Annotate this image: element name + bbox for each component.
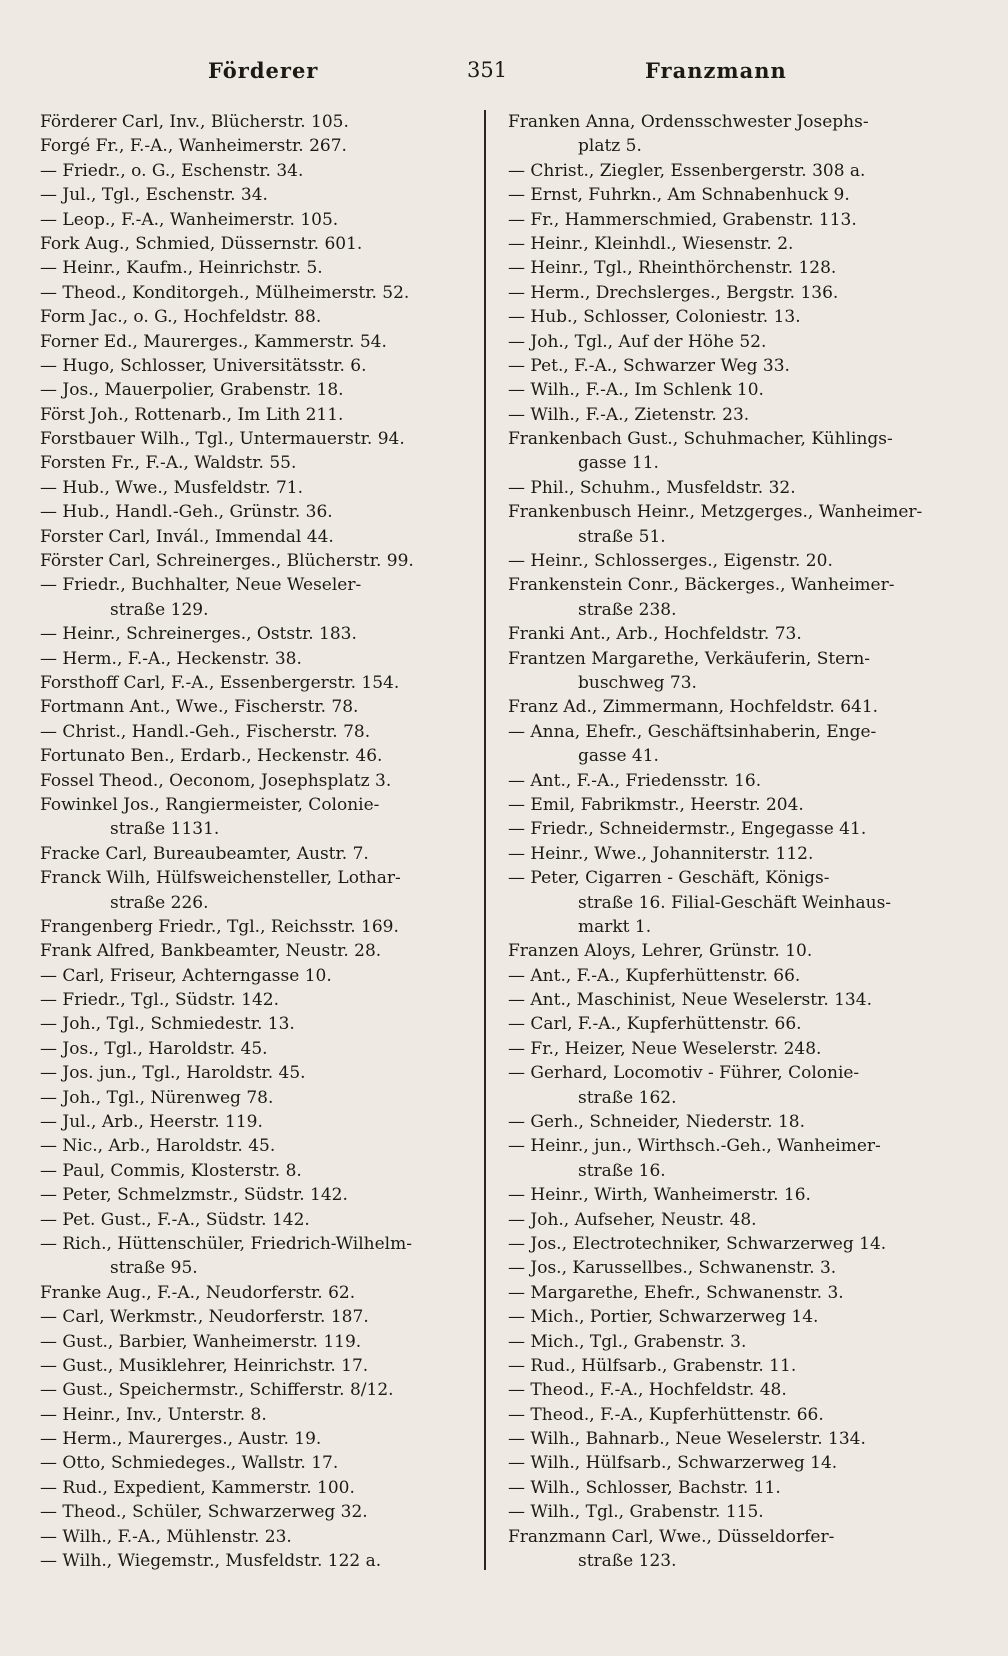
directory-entry: — Ant., F.-A., Kupferhüttenstr. 66.: [508, 965, 801, 986]
directory-entry: — Friedr., Schneidermstr., Engegasse 41.: [508, 819, 867, 840]
directory-entry: straße 51.: [578, 526, 666, 547]
directory-entry: — Rich., Hüttenschüler, Friedrich-Wilhelm-: [40, 1233, 412, 1254]
directory-entry: Frankenbach Gust., Schuhmacher, Kühlings-: [508, 429, 893, 450]
directory-entry: — Jos., Electrotechniker, Schwarzerweg 14.: [508, 1233, 887, 1254]
directory-entry: — Heinr., Kleinhdl., Wiesenstr. 2.: [508, 233, 794, 254]
directory-entry: straße 129.: [110, 599, 209, 620]
directory-entry: — Paul, Commis, Klosterstr. 8.: [40, 1160, 302, 1181]
directory-entry: — Heinr., Schlosserges., Eigenstr. 20.: [508, 551, 833, 572]
directory-entry: — Leop., F.-A., Wanheimerstr. 105.: [40, 209, 339, 230]
directory-entry: — Gust., Barbier, Wanheimerstr. 119.: [40, 1331, 362, 1352]
directory-entry: Forsten Fr., F.-A., Waldstr. 55.: [40, 453, 297, 474]
directory-entry: — Heinr., Tgl., Rheinthörchenstr. 128.: [508, 258, 837, 279]
directory-entry: — Joh., Tgl., Schmiedestr. 13.: [40, 1014, 295, 1035]
directory-entry: — Jos. jun., Tgl., Haroldstr. 45.: [40, 1063, 306, 1084]
directory-entry: — Nic., Arb., Haroldstr. 45.: [40, 1136, 276, 1157]
directory-entry: Franzmann Carl, Wwe., Düsseldorfer-: [508, 1526, 835, 1547]
directory-entry: Forster Carl, Invál., Immendal 44.: [40, 526, 334, 547]
directory-entry: — Christ., Ziegler, Essenbergerstr. 308 a.: [508, 160, 866, 181]
directory-entry: — Gust., Musiklehrer, Heinrichstr. 17.: [40, 1355, 369, 1376]
directory-entry: — Carl, Werkmstr., Neudorferstr. 187.: [40, 1307, 369, 1328]
directory-entry: — Hub., Handl.-Geh., Grünstr. 36.: [40, 502, 333, 523]
directory-entry: Fortunato Ben., Erdarb., Heckenstr. 46.: [40, 746, 383, 767]
directory-entry: — Mich., Portier, Schwarzerweg 14.: [508, 1307, 819, 1328]
directory-entry: Franzen Aloys, Lehrer, Grünstr. 10.: [508, 941, 813, 962]
directory-entry: — Emil, Fabrikmstr., Heerstr. 204.: [508, 794, 804, 815]
directory-entry: — Herm., F.-A., Heckenstr. 38.: [40, 648, 302, 669]
directory-entry: — Jos., Tgl., Haroldstr. 45.: [40, 1038, 268, 1059]
directory-entry: straße 238.: [578, 599, 677, 620]
right-column: [508, 110, 940, 1573]
directory-entry: — Joh., Tgl., Auf der Höhe 52.: [508, 331, 767, 352]
page-header: [40, 58, 785, 92]
left-column: [40, 110, 480, 1573]
directory-entry: — Rud., Hülfsarb., Grabenstr. 11.: [508, 1355, 797, 1376]
directory-entry: — Ant., F.-A., Friedensstr. 16.: [508, 770, 762, 791]
directory-entry: — Heinr., Wwe., Johanniterstr. 112.: [508, 843, 814, 864]
directory-entry: Franz Ad., Zimmermann, Hochfeldstr. 641.: [508, 697, 879, 718]
directory-entry: — Joh., Tgl., Nürenweg 78.: [40, 1087, 274, 1108]
directory-entry: — Jos., Karussellbes., Schwanenstr. 3.: [508, 1258, 837, 1279]
directory-entry: Franken Anna, Ordensschwester Josephs-: [508, 112, 869, 132]
directory-entry: — Herm., Maurerges., Austr. 19.: [40, 1429, 322, 1450]
directory-entry: Frank Alfred, Bankbeamter, Neustr. 28.: [40, 941, 382, 962]
directory-entry: — Jul., Arb., Heerstr. 119.: [40, 1112, 263, 1133]
directory-entry: gasse 41.: [578, 746, 659, 767]
page-number: 351: [467, 58, 508, 82]
directory-entry: buschweg 73.: [578, 672, 697, 693]
directory-entry: — Pet., F.-A., Schwarzer Weg 33.: [508, 355, 790, 376]
directory-entry: Fortmann Ant., Wwe., Fischerstr. 78.: [40, 697, 359, 718]
directory-entry: — Gerhard, Locomotiv - Führer, Colonie-: [508, 1063, 860, 1084]
directory-entry: — Wilh., Hülfsarb., Schwarzerweg 14.: [508, 1453, 838, 1474]
directory-entry: Först Joh., Rottenarb., Im Lith 211.: [40, 404, 344, 425]
directory-entry: Frangenberg Friedr., Tgl., Reichsstr. 169.: [40, 916, 399, 937]
directory-entry: — Fr., Hammerschmied, Grabenstr. 113.: [508, 209, 857, 230]
directory-entry: straße 123.: [578, 1551, 677, 1572]
directory-entry: — Rud., Expedient, Kammerstr. 100.: [40, 1477, 355, 1498]
directory-entry: straße 1131.: [110, 819, 220, 840]
directory-entry: — Heinr., Kaufm., Heinrichstr. 5.: [40, 258, 323, 279]
directory-entry: Franck Wilh, Hülfsweichensteller, Lothar-: [40, 868, 401, 889]
directory-entry: — Theod., F.-A., Hochfeldstr. 48.: [508, 1380, 787, 1401]
directory-entry: — Ant., Maschinist, Neue Weselerstr. 134.: [508, 990, 872, 1011]
directory-entry: — Friedr., o. G., Eschenstr. 34.: [40, 160, 304, 181]
directory-entry: — Wilh., F.-A., Mühlenstr. 23.: [40, 1526, 292, 1547]
directory-entry: — Wilh., Schlosser, Bachstr. 11.: [508, 1477, 781, 1498]
directory-entry: — Heinr., Wirth, Wanheimerstr. 16.: [508, 1185, 811, 1206]
directory-entry: — Fr., Heizer, Neue Weselerstr. 248.: [508, 1038, 822, 1059]
directory-entry: — Wilh., Tgl., Grabenstr. 115.: [508, 1502, 764, 1523]
directory-entry: — Margarethe, Ehefr., Schwanenstr. 3.: [508, 1282, 844, 1303]
directory-entry: — Joh., Aufseher, Neustr. 48.: [508, 1209, 757, 1230]
directory-entry: Förderer Carl, Inv., Blücherstr. 105.: [40, 112, 349, 132]
directory-entry: Forner Ed., Maurerges., Kammerstr. 54.: [40, 331, 387, 352]
directory-entry: — Hub., Wwe., Musfeldstr. 71.: [40, 477, 303, 498]
directory-entry: Franke Aug., F.-A., Neudorferstr. 62.: [40, 1282, 356, 1303]
directory-entry: — Heinr., Schreinerges., Oststr. 183.: [40, 624, 357, 645]
directory-entry: straße 162.: [578, 1087, 677, 1108]
directory-entry: — Heinr., Inv., Unterstr. 8.: [40, 1404, 267, 1425]
directory-entry: — Christ., Handl.-Geh., Fischerstr. 78.: [40, 721, 371, 742]
directory-entry: — Friedr., Buchhalter, Neue Weseler-: [40, 575, 362, 596]
directory-entry: — Wilh., F.-A., Im Schlenk 10.: [508, 380, 764, 401]
directory-entry: — Wilh., Wiegemstr., Musfeldstr. 122 a.: [40, 1551, 382, 1572]
directory-entry: Fossel Theod., Oeconom, Josephsplatz 3.: [40, 770, 392, 791]
directory-entry: gasse 11.: [578, 453, 659, 474]
directory-entry: — Jul., Tgl., Eschenstr. 34.: [40, 185, 268, 206]
directory-entry: straße 16.: [578, 1160, 666, 1181]
directory-entry: straße 226.: [110, 892, 209, 913]
directory-entry: — Pet. Gust., F.-A., Südstr. 142.: [40, 1209, 310, 1230]
directory-entry: Forgé Fr., F.-A., Wanheimerstr. 267.: [40, 136, 347, 157]
directory-entry: — Theod., Konditorgeh., Mülheimerstr. 52.: [40, 282, 410, 303]
directory-entry: Forstbauer Wilh., Tgl., Untermauerstr. 94.: [40, 429, 405, 450]
directory-entry: — Phil., Schuhm., Musfeldstr. 32.: [508, 477, 796, 498]
directory-entry: platz 5.: [578, 136, 642, 157]
directory-entry: — Anna, Ehefr., Geschäftsinhaberin, Enge-: [508, 721, 877, 742]
directory-entry: — Carl, F.-A., Kupferhüttenstr. 66.: [508, 1014, 802, 1035]
directory-entry: — Theod., Schüler, Schwarzerweg 32.: [40, 1502, 368, 1523]
directory-entry: — Carl, Friseur, Achterngasse 10.: [40, 965, 332, 986]
header-left-keyword: Förderer: [208, 58, 319, 83]
directory-entry: — Wilh., F.-A., Zietenstr. 23.: [508, 404, 750, 425]
directory-entry: — Peter, Schmelzmstr., Südstr. 142.: [40, 1185, 348, 1206]
directory-entry: straße 95.: [110, 1258, 198, 1279]
directory-entry: — Hugo, Schlosser, Universitätsstr. 6.: [40, 355, 367, 376]
directory-entry: Frankenbusch Heinr., Metzgerges., Wanheimer-: [508, 502, 923, 523]
directory-entry: Fowinkel Jos., Rangiermeister, Colonie-: [40, 794, 380, 815]
directory-entry: — Wilh., Bahnarb., Neue Weselerstr. 134.: [508, 1429, 866, 1450]
header-right-keyword: Franzmann: [645, 58, 787, 83]
directory-entry: — Peter, Cigarren - Geschäft, Königs-: [508, 868, 830, 889]
directory-entry: — Otto, Schmiedeges., Wallstr. 17.: [40, 1453, 339, 1474]
directory-entry: Fracke Carl, Bureaubeamter, Austr. 7.: [40, 843, 369, 864]
directory-entry: Frantzen Margarethe, Verkäuferin, Stern-: [508, 648, 871, 669]
directory-entry: Franki Ant., Arb., Hochfeldstr. 73.: [508, 624, 802, 645]
directory-entry: markt 1.: [578, 916, 652, 937]
directory-entry: Form Jac., o. G., Hochfeldstr. 88.: [40, 307, 322, 328]
directory-entry: — Gust., Speichermstr., Schifferstr. 8/12.: [40, 1380, 394, 1401]
directory-entry: — Herm., Drechslerges., Bergstr. 136.: [508, 282, 839, 303]
directory-entry: Forsthoff Carl, F.-A., Essenbergerstr. 154.: [40, 672, 400, 693]
directory-entry: Frankenstein Conr., Bäckerges., Wanheimer-: [508, 575, 895, 596]
directory-entry: straße 16. Filial-Geschäft Weinhaus-: [578, 892, 892, 913]
directory-entry: — Gerh., Schneider, Niederstr. 18.: [508, 1112, 806, 1133]
column-divider: [484, 110, 486, 1570]
directory-entry: Fork Aug., Schmied, Düssernstr. 601.: [40, 233, 363, 254]
directory-entry: — Heinr., jun., Wirthsch.-Geh., Wanheimer-: [508, 1136, 881, 1157]
directory-entry: — Ernst, Fuhrkn., Am Schnabenhuck 9.: [508, 185, 850, 206]
directory-entry: — Mich., Tgl., Grabenstr. 3.: [508, 1331, 747, 1352]
directory-entry: — Theod., F.-A., Kupferhüttenstr. 66.: [508, 1404, 824, 1425]
directory-entry: — Hub., Schlosser, Coloniestr. 13.: [508, 307, 801, 328]
directory-entry: Förster Carl, Schreinerges., Blücherstr. 99.: [40, 551, 414, 572]
directory-entry: — Friedr., Tgl., Südstr. 142.: [40, 990, 279, 1011]
directory-entry: — Jos., Mauerpolier, Grabenstr. 18.: [40, 380, 344, 401]
